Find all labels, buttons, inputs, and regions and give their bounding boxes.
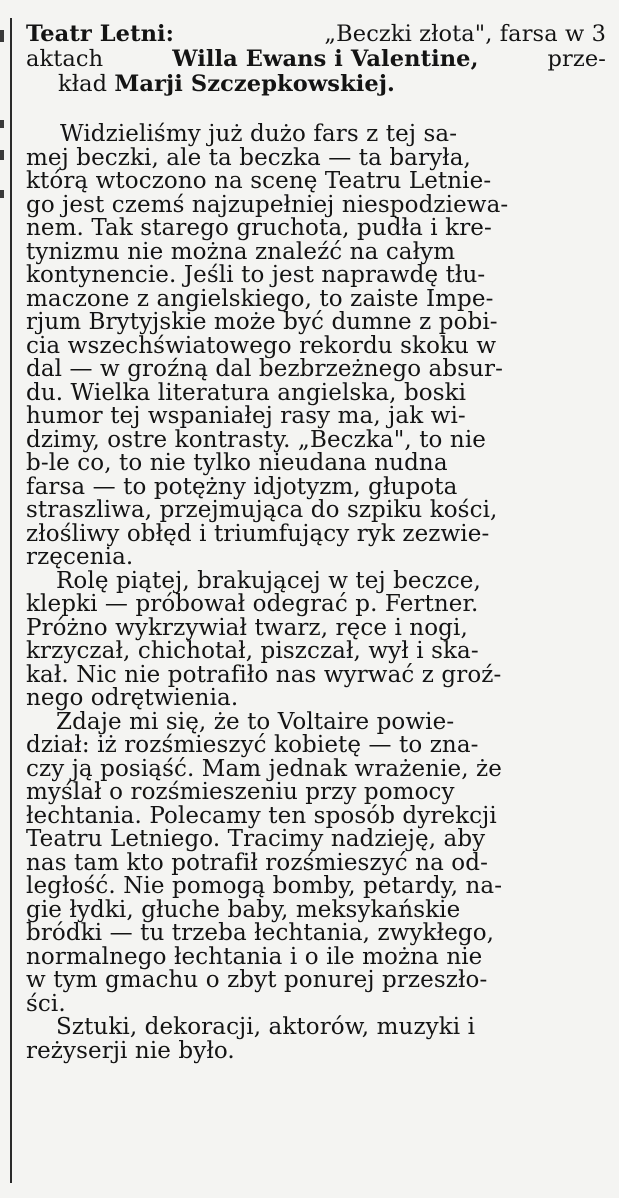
body-line: mej beczki, ale ta beczka — ta baryła,	[26, 144, 471, 171]
edge-fragment	[0, 150, 4, 160]
body-line: humor tej wspaniałej rasy ma, jak wi-	[26, 403, 466, 429]
body-line: straszliwa, przejmująca do szpiku kości,	[26, 497, 498, 523]
edge-fragment	[0, 30, 4, 42]
play-title: „Beczki złota", farsa w 3	[324, 21, 606, 47]
body-line: Sztuki, dekoracji, aktorów, muzyki i	[56, 1014, 476, 1040]
body-line: bródki — tu trzeba łechtania, zwykłego,	[26, 920, 495, 946]
body-line: ległość. Nie pomogą bomby, petardy, na-	[26, 873, 503, 899]
body-line: Widzieliśmy już dużo fars z tej sa-	[60, 121, 458, 147]
body-line: rjum Brytyjskie może być dumne z pobi-	[26, 309, 498, 335]
body-line: nem. Tak starego gruchota, pudła i kre-	[26, 215, 492, 241]
body-line: kontynencie. Jeśli to jest naprawdę tłu-	[26, 262, 486, 288]
body-line: łechtania. Polecamy ten sposób dyrekcji	[26, 802, 497, 829]
body-line: tynizmu nie można znaleźć na całym	[26, 238, 456, 265]
body-line: go jest czemś najzupełniej niespodziewa-	[26, 191, 509, 218]
body-line: kał. Nic nie potrafiło nas wyrwać z groź-	[26, 661, 502, 688]
body-line: myślał o rozśmieszeniu przy pomocy	[26, 779, 455, 805]
body-line: czy ją posiąść. Mam jednak wrażenie, że	[26, 755, 502, 782]
body-line: dział: iż rozśmieszyć kobietę — to zna-	[26, 732, 479, 758]
header-line	[26, 72, 606, 97]
body-line: cia wszechświatowego rekordu skoku w	[26, 332, 497, 359]
body-line: normalnego łechtania i o ile można nie	[26, 943, 483, 970]
body-line: reżyserji nie było.	[26, 1037, 235, 1064]
body-line: Teatru Letniego. Tracimy nadzieję, aby	[26, 826, 486, 852]
body-line: rzęcenia.	[26, 544, 134, 570]
body-line: du. Wielka literatura angielska, boski	[26, 379, 467, 406]
review-article	[26, 22, 606, 1063]
body-line: farsa — to potężny idjotyzm, głupota	[26, 473, 458, 500]
body-line: klepki — próbował odegrać p. Fertner.	[26, 591, 479, 617]
edge-fragment	[0, 190, 4, 198]
body-line: Próżno wykrzywiał twarz, ręce i nogi,	[26, 614, 468, 641]
translator-name: Marji Szczepkowskiej.	[114, 71, 395, 97]
edge-fragment	[0, 120, 4, 128]
header-text: prze-	[547, 46, 606, 72]
column-rule	[10, 18, 12, 1183]
body-line: maczone z angielskiego, to zaiste Impe-	[26, 285, 494, 312]
body-line: Zdaje mi się, że to Voltaire powie-	[56, 708, 455, 735]
body-line: nas tam kto potrafił rozśmieszyć na od-	[26, 849, 488, 876]
body-line: dzimy, ostre kontrasty. „Beczka", to nie	[26, 426, 486, 453]
body-line: gie łydki, głuche baby, meksykańskie	[26, 896, 461, 923]
body-line: dal — w groźną dal bezbrzeżnego absur-	[26, 356, 503, 382]
body-line: ści.	[26, 990, 66, 1017]
body-line: nego odrętwienia.	[26, 685, 239, 711]
article-header	[26, 22, 606, 97]
header-line	[26, 22, 606, 47]
body-line: b-le co, to nie tylko nieudana nudna	[26, 450, 448, 476]
body-line: złośliwy obłęd i triumfujący ryk zezwie-	[26, 520, 490, 547]
play-authors: Willa Ewans i Valentine,	[172, 46, 479, 72]
body-line: krzyczał, chichotał, piszczał, wył i ska-	[26, 638, 479, 664]
header-text: kład	[58, 71, 108, 97]
body-line: Rolę piątej, brakującej w tej beczce,	[56, 567, 481, 594]
header-line	[26, 47, 606, 72]
header-text: aktach	[26, 46, 104, 72]
theater-name: Teatr Letni:	[26, 21, 175, 47]
article-body	[26, 123, 606, 1063]
body-line: którą wtoczono na scenę Teatru Letnie-	[26, 168, 492, 194]
body-line: w tym gmachu o zbyt ponurej przeszło-	[26, 967, 488, 993]
